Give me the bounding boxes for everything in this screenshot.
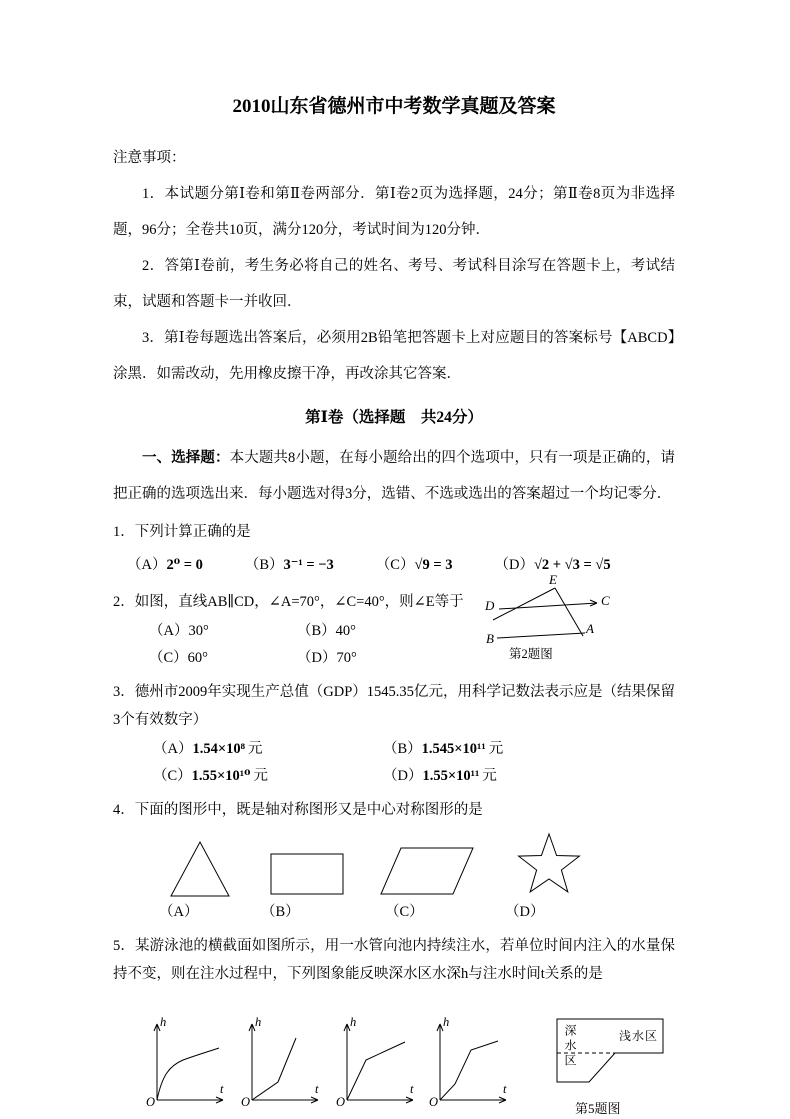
q1-option-c xyxy=(376,548,453,582)
point-label-c: C xyxy=(601,593,610,608)
q2-option-d xyxy=(297,645,477,672)
q2-option-c xyxy=(149,645,297,672)
q5-figure-caption: 第5题图 xyxy=(575,1101,621,1116)
axis-label-h: h xyxy=(443,1015,450,1029)
question-2 xyxy=(113,572,675,672)
pool-figure xyxy=(553,1012,675,1119)
graph-axes xyxy=(333,1016,421,1108)
q3-option-c xyxy=(153,763,383,790)
q5-graph-3 xyxy=(333,1016,421,1112)
q2-stem: 2．如图，直线AB∥CD，∠A=70°，∠C=40°，则∠E等于 xyxy=(113,594,464,610)
option-unit: 元 xyxy=(488,741,504,757)
axis-label-t: t xyxy=(220,1082,224,1096)
shallow-area-label: 浅水区 xyxy=(619,1029,659,1043)
graph-axes xyxy=(143,1016,231,1108)
q2-option-a xyxy=(149,618,297,645)
axis-label-t: t xyxy=(410,1082,414,1096)
axis-label-h: h xyxy=(350,1015,357,1029)
notice-item-3: 3．第Ⅰ卷每题选出答案后，必须用2B铅笔把答题卡上对应题目的答案标号【ABCD】涂黑．如需改动，先用橡皮擦干净，再改涂其它答案． xyxy=(113,330,675,382)
triangle-shape xyxy=(171,842,229,896)
intro-label: 一、选择题： xyxy=(142,450,230,466)
q2-option-b xyxy=(297,618,477,645)
shape-label-a: （A） xyxy=(159,904,199,920)
q1-option-a xyxy=(127,548,203,582)
q3-stem: 3．德州市2009年实现生产总值（GDP）1545.35亿元，用科学记数法表示应是（结果保留3个有效数字） xyxy=(113,684,675,728)
axis-label-t: t xyxy=(503,1082,507,1096)
option-label: （D） xyxy=(383,768,423,784)
option-label: （D） xyxy=(494,557,534,573)
axis-label-t: t xyxy=(315,1082,319,1096)
option-label: （A） xyxy=(153,741,193,757)
parallelogram-shape xyxy=(381,848,473,894)
graph-curve xyxy=(440,1041,498,1100)
graph-axes xyxy=(238,1016,326,1108)
selection-intro xyxy=(113,440,675,512)
q2-figure xyxy=(483,572,653,662)
option-label: （C） xyxy=(149,650,188,666)
option-math: 3⁻¹ = −3 xyxy=(283,557,334,573)
option-label: （B） xyxy=(244,557,284,573)
intro-text: 本大题共8小题，在每小题给出的四个选项中，只有一项是正确的，请把正确的选项选出来．每小题选对得3分，选错、不选或选出的答案超过一个均记零分． xyxy=(113,450,675,502)
question-5 xyxy=(113,932,675,1119)
q3-option-a xyxy=(153,736,383,763)
option-text: 70° xyxy=(336,650,357,666)
option-math: 1.55×10¹¹ xyxy=(422,768,480,784)
axis-label-o: O xyxy=(429,1095,439,1109)
option-unit: 元 xyxy=(482,768,497,784)
point-label-e: E xyxy=(549,572,557,587)
axis-label-o: O xyxy=(336,1095,346,1109)
option-math: 1.54×10⁸ xyxy=(192,741,245,757)
axis-label-o: O xyxy=(241,1095,251,1109)
graph-curve xyxy=(252,1038,296,1100)
point-label-d: D xyxy=(485,598,495,613)
option-label: （A） xyxy=(127,557,167,573)
deep-area-label: 深水区 xyxy=(563,1024,577,1069)
option-unit: 元 xyxy=(253,768,269,784)
q3-option-b xyxy=(383,736,675,763)
section-heading: 第Ⅰ卷（选择题 共24分） xyxy=(305,409,483,426)
notice-heading: 注意事项： xyxy=(113,150,186,166)
shape-label-d: （D） xyxy=(505,904,545,920)
option-math: √9 = 3 xyxy=(414,557,453,573)
q2-options xyxy=(113,618,493,672)
shape-label-b: （B） xyxy=(261,904,300,920)
option-label: （B） xyxy=(297,623,336,639)
option-unit: 元 xyxy=(247,741,263,757)
q5-graph-2 xyxy=(238,1016,326,1112)
option-text: 30° xyxy=(188,623,209,639)
option-math: 2⁰ = 0 xyxy=(166,557,203,573)
question-4 xyxy=(113,796,675,926)
q5-graph-4 xyxy=(426,1016,514,1112)
axis-label-h: h xyxy=(255,1015,262,1029)
star-shape xyxy=(519,834,580,892)
axis-label-o: O xyxy=(146,1095,156,1109)
page-title: 2010山东省德州市中考数学真题及答案 xyxy=(232,96,556,117)
shape-label-c: （C） xyxy=(385,904,424,920)
point-label-b: B xyxy=(486,631,494,646)
option-text: 40° xyxy=(335,623,356,639)
question-3 xyxy=(113,678,675,790)
notice-item-1: 1．本试题分第Ⅰ卷和第Ⅱ卷两部分．第Ⅰ卷2页为选择题，24分；第Ⅱ卷8页为非选择题，96分；全卷共10页，满分120分，考试时间为120分钟． xyxy=(113,186,675,238)
option-math: 1.545×10¹¹ xyxy=(421,741,486,757)
q5-graph-1 xyxy=(143,1016,231,1112)
option-math: √2 + √3 = √5 xyxy=(533,557,611,573)
page-content xyxy=(113,94,675,1119)
option-math: 1.55×10¹⁰ xyxy=(191,768,251,784)
axis-label-h: h xyxy=(160,1015,167,1029)
q5-stem: 5．某游泳池的横截面如图所示，用一水管向池内持续注水，若单位时间内注入的水量保持不变，则在注水过程中，下列图象能反映深水区水深h与注水时间t关系的是 xyxy=(113,938,675,982)
option-label: （C） xyxy=(375,557,415,573)
q4-shapes xyxy=(113,832,675,926)
notice-item-2: 2．答第Ⅰ卷前，考生务必将自己的姓名、考号、考试科目涂写在答题卡上，考试结束，试题和答题卡一并收回． xyxy=(113,258,675,310)
graph-curve xyxy=(157,1048,219,1100)
q1-option-b xyxy=(245,548,334,582)
q3-option-d xyxy=(383,763,675,790)
graph-axes xyxy=(426,1016,514,1108)
option-label: （C） xyxy=(153,768,192,784)
q3-options xyxy=(113,736,675,790)
q4-stem: 4．下面的图形中，既是轴对称图形又是中心对称图形的是 xyxy=(113,802,483,818)
rectangle-shape xyxy=(271,854,343,894)
q2-figure-caption: 第2题图 xyxy=(509,647,553,661)
q4-shapes-drawing xyxy=(141,834,611,902)
option-label: （B） xyxy=(383,741,422,757)
option-label: （A） xyxy=(149,623,189,639)
point-label-a: A xyxy=(586,621,594,636)
q5-figures xyxy=(113,1010,675,1119)
q1-stem: 1．下列计算正确的是 xyxy=(113,524,251,540)
option-label: （D） xyxy=(297,650,337,666)
graph-curve xyxy=(347,1042,405,1100)
option-text: 60° xyxy=(187,650,208,666)
